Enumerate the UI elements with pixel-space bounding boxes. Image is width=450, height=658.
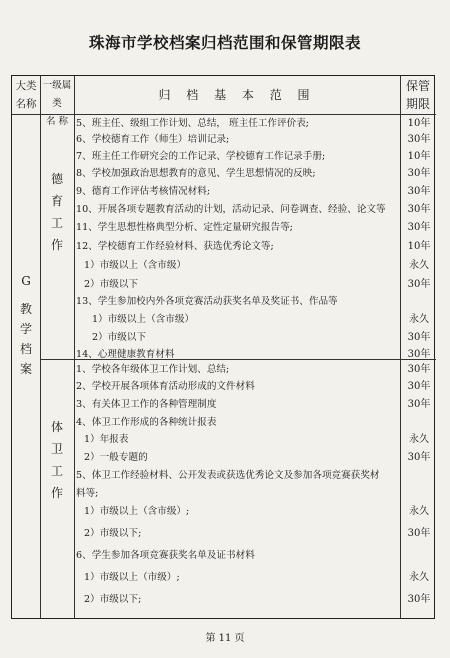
row-retention-period: 永久 (409, 572, 429, 583)
header-category-top: 大类 (15, 80, 37, 92)
retention-table (11, 75, 435, 619)
row-scope-text: 13、学生参加校内外各项竞赛活动获奖名单及奖证书、作品等 (76, 296, 338, 307)
row-retention-period: 10年 (407, 151, 431, 162)
row-scope-text: 6、学校德育工作（师生）培训记录; (76, 134, 230, 145)
row-scope-text: 2）市级以下; (84, 528, 142, 539)
header-category-bottom: 名称 (15, 98, 37, 110)
table-row (12, 312, 436, 328)
row-scope-text: 14、心理健康教育材料 (76, 349, 175, 360)
header-period-bottom: 期限 (405, 97, 430, 111)
row-scope-text: 9、德育工作评估考核情况材料; (76, 186, 211, 197)
row-retention-period: 30年 (407, 222, 431, 233)
subgroup-char: 体 (50, 420, 63, 434)
row-scope-text: 2）一般专题的 (84, 452, 148, 463)
row-retention-period: 30年 (407, 399, 431, 410)
row-scope-text: 1）市级以上（含市级） (84, 260, 187, 271)
table-row (12, 166, 436, 182)
row-scope-text: 5、班主任、级组工作计划、总结， 班主任工作评价表; (76, 118, 310, 129)
subgroup-char: 作 (50, 238, 63, 252)
subgroup-char: 育 (50, 194, 63, 208)
row-scope-text: 4、体卫工作形成的各种统计报表 (76, 417, 217, 428)
table-row (12, 450, 436, 466)
subgroup-char: 工 (50, 216, 63, 230)
header-period-top: 保管 (405, 79, 430, 93)
row-retention-period: 30年 (407, 528, 431, 539)
row-scope-text: 1、学校各年级体卫工作计划、总结; (76, 364, 230, 375)
row-scope-text: 2）市级以下 (84, 279, 139, 290)
row-scope-text: 1）市级以上（市级）; (84, 572, 180, 583)
row-retention-period: 30年 (407, 381, 431, 392)
row-retention-period: 30年 (407, 332, 431, 343)
row-scope-text: 2、学校开展各项体育活动形成的文件材料 (76, 381, 255, 392)
table-row (12, 468, 436, 484)
table-row (12, 592, 436, 608)
table-row (12, 116, 436, 132)
row-retention-period: 10年 (407, 241, 431, 252)
header-subcategory-top: 一级属类 (42, 80, 72, 109)
category-char: 学 (19, 322, 32, 336)
row-retention-period: 30年 (407, 204, 431, 215)
row-scope-text: 8、学校加强政治思想教育的意见、学生思想情况的反映; (76, 168, 316, 179)
header-scope: 归 档 基 本 范 围 (158, 88, 316, 102)
header-divider (12, 114, 436, 115)
table-row (12, 362, 436, 378)
table-row (12, 184, 436, 200)
table-row (12, 149, 436, 165)
category-char: 教 (19, 302, 32, 316)
table-row (12, 347, 436, 363)
row-scope-text: 2）市级以下; (84, 594, 142, 605)
row-retention-period: 永久 (409, 434, 429, 445)
row-scope-text: 5、体卫工作经验材料、公开发表或获选优秀论文及参加各项竞赛获奖材 (76, 470, 380, 481)
table-row (12, 330, 436, 346)
table-row (12, 239, 436, 255)
table-row (12, 548, 436, 564)
row-scope-text: 12、学校德育工作经验材料、获选优秀论文等; (76, 241, 274, 252)
table-row (12, 486, 436, 502)
row-scope-text: 2）市级以下 (92, 332, 147, 343)
table-row (12, 526, 436, 542)
table-row (12, 570, 436, 586)
row-retention-period: 30年 (407, 594, 431, 605)
row-scope-text: 1）市级以上（含市级） (92, 314, 195, 325)
row-retention-period: 永久 (409, 506, 429, 517)
row-retention-period: 30年 (407, 134, 431, 145)
table-row (12, 220, 436, 236)
subgroup-char: 德 (50, 172, 63, 186)
table-row (12, 132, 436, 148)
category-letter: G (21, 274, 31, 288)
row-retention-period: 30年 (407, 364, 431, 375)
row-retention-period: 10年 (407, 118, 431, 129)
row-scope-text: 11、学生思想性格典型分析、定性定量研究报告等; (76, 222, 293, 233)
row-retention-period: 30年 (407, 168, 431, 179)
row-retention-period: 永久 (409, 260, 429, 271)
header-category (12, 77, 40, 113)
header-subcategory-bottom: 名 称 (45, 116, 69, 127)
table-row (12, 277, 436, 293)
subgroup-char: 作 (50, 486, 63, 500)
subgroup-char: 卫 (50, 442, 63, 456)
header-period (400, 77, 436, 113)
row-retention-period: 30年 (407, 452, 431, 463)
category-char: 案 (19, 362, 32, 376)
page-title: 珠海市学校档案归档范围和保管期限表 (88, 33, 361, 52)
subgroup-char: 工 (50, 464, 63, 478)
row-retention-period: 30年 (407, 279, 431, 290)
table-row (12, 202, 436, 218)
table-row (12, 379, 436, 395)
table-row (12, 294, 436, 310)
row-scope-text: 10、开展各项专题教育活动的计划，活动记录、问卷调查、经验、论文等 (76, 204, 386, 215)
table-row (12, 415, 436, 431)
table-row (12, 397, 436, 413)
row-retention-period: 永久 (409, 314, 429, 325)
table-row (12, 258, 436, 274)
row-scope-text: 7、班主任工作研究会的工作记录、学校德育工作记录手册; (76, 151, 326, 162)
row-scope-text: 3、有关体卫工作的各种管理制度 (76, 399, 217, 410)
row-scope-text: 6、学生参加各项竞赛获奖名单及证书材料 (76, 550, 255, 561)
table-row (12, 504, 436, 520)
row-retention-period: 30年 (407, 349, 431, 360)
category-char: 档 (19, 342, 32, 356)
row-scope-text: 料等; (76, 488, 99, 499)
page-number: 第 11 页 (205, 633, 245, 644)
row-retention-period: 30年 (407, 186, 431, 197)
row-scope-text: 1）市级以上（含市级）; (84, 506, 190, 517)
row-scope-text: 1）年报表 (84, 434, 129, 445)
table-row (12, 432, 436, 448)
